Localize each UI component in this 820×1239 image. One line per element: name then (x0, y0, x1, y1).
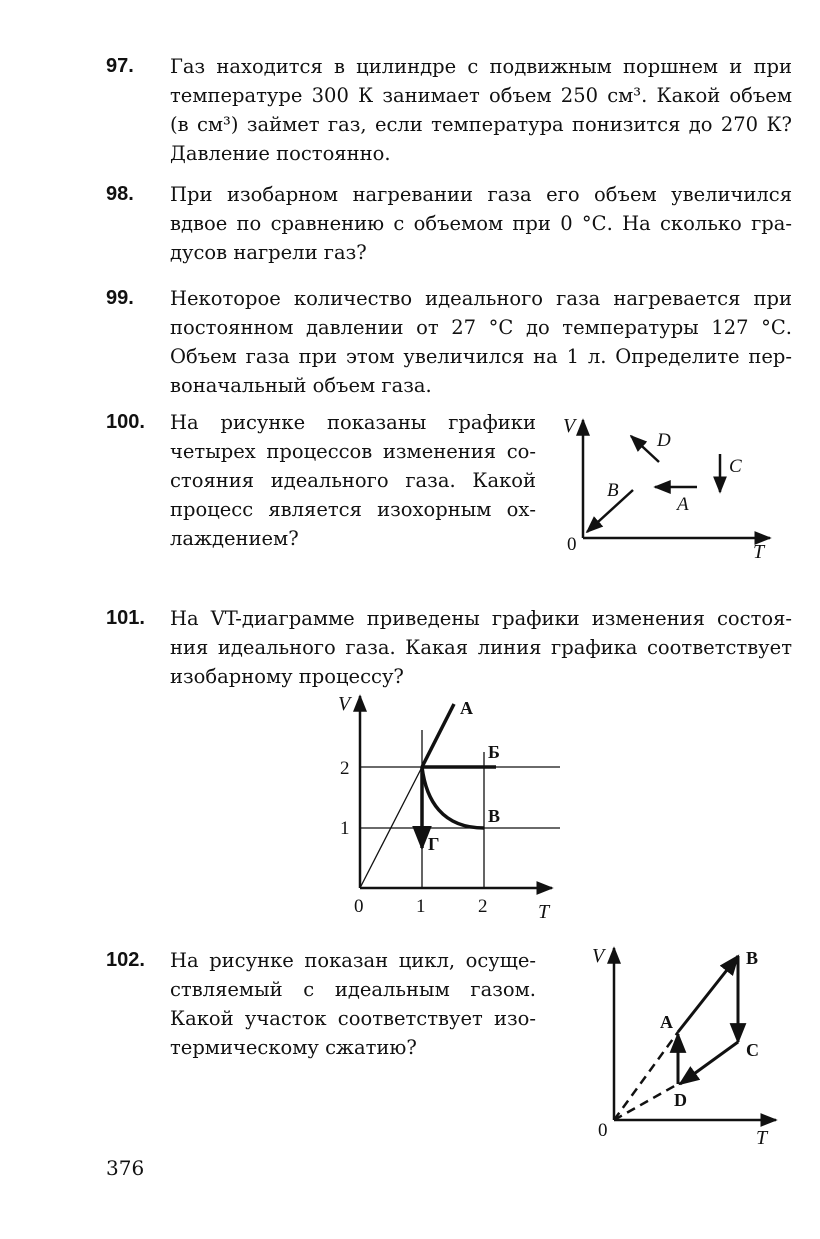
label-v: В (488, 806, 501, 826)
v-axis-label: V (592, 945, 605, 967)
process-d-line (631, 436, 659, 462)
label-b: Б (488, 742, 500, 762)
label-a: A (660, 1012, 673, 1032)
problem-text: Газ находится в цилиндре с подвижным поршнем и при температуре 300 К занимает объем 250 см³. Какой объем (в см³) займет газ, если температура понизится до 270 К? Давление постоянно. (170, 55, 792, 165)
label-b: B (607, 480, 619, 501)
origin-label: 0 (598, 1120, 608, 1141)
segment-ab (678, 956, 738, 1032)
figure-102-cycle-diagram (588, 940, 788, 1150)
y-tick-label-1: 1 (340, 818, 350, 839)
problem-number: 97. (106, 55, 134, 77)
y-tick-label-2: 2 (340, 758, 350, 779)
v-axis-label: V (338, 693, 351, 715)
label-c: C (729, 456, 742, 477)
t-axis-label: T (538, 901, 550, 923)
label-d: D (674, 1090, 687, 1110)
label-d: D (657, 430, 671, 451)
dashed-line-od (614, 1084, 678, 1120)
label-a: A (677, 494, 689, 515)
problem-number: 102. (106, 949, 145, 971)
problem-number: 99. (106, 287, 134, 309)
segment-cd (680, 1042, 738, 1084)
problem-text: На рисунке показаны графики четырех процессов изменения со- стояния идеального газа. Какой процесс является изохорным ох- лаждением? (170, 411, 536, 550)
page-number: 376 (106, 1156, 145, 1180)
problem-number: 101. (106, 607, 145, 629)
v-axis-label: V (563, 415, 576, 437)
figure-101-vt-diagram (330, 690, 570, 925)
problem-text: На рисунке показан цикл, осуще- ствляемый с идеальным газом. Какой участок соответствует изо- термическому сжатию? (170, 949, 536, 1059)
problem-number: 100. (106, 411, 145, 433)
problem-text: На VT-диаграмме приведены графики изменения состоя- ния идеального газа. Какая линия графика соответствует изобарному процессу? (170, 607, 792, 688)
origin-label: 0 (354, 896, 364, 917)
line-a (422, 704, 454, 767)
problem-text: Некоторое количество идеального газа нагревается при постоянном давлении от 27 °С до температуры 127 °С. Объем газа при этом увеличился на 1 л. Определите пер- воначальный объем газа. (170, 287, 792, 397)
problem-number: 98. (106, 183, 134, 205)
problem-text: При изобарном нагревании газа его объем увеличился вдвое по сравнению с объемом при 0 °С. На сколько гра- дусов нагрели газ? (170, 183, 792, 264)
origin-label: 0 (567, 534, 577, 555)
dashed-line-oa (614, 1032, 678, 1120)
label-a: А (460, 698, 473, 718)
label-g: Г (428, 834, 440, 854)
figure-100-vt-diagram (555, 410, 780, 570)
line-v-curve (422, 767, 484, 828)
x-tick-label-1: 1 (416, 896, 426, 917)
t-axis-label: T (753, 541, 765, 563)
t-axis-label: T (756, 1127, 768, 1149)
label-b: B (746, 948, 759, 968)
x-tick-label-2: 2 (478, 896, 488, 917)
label-c: C (746, 1040, 759, 1060)
